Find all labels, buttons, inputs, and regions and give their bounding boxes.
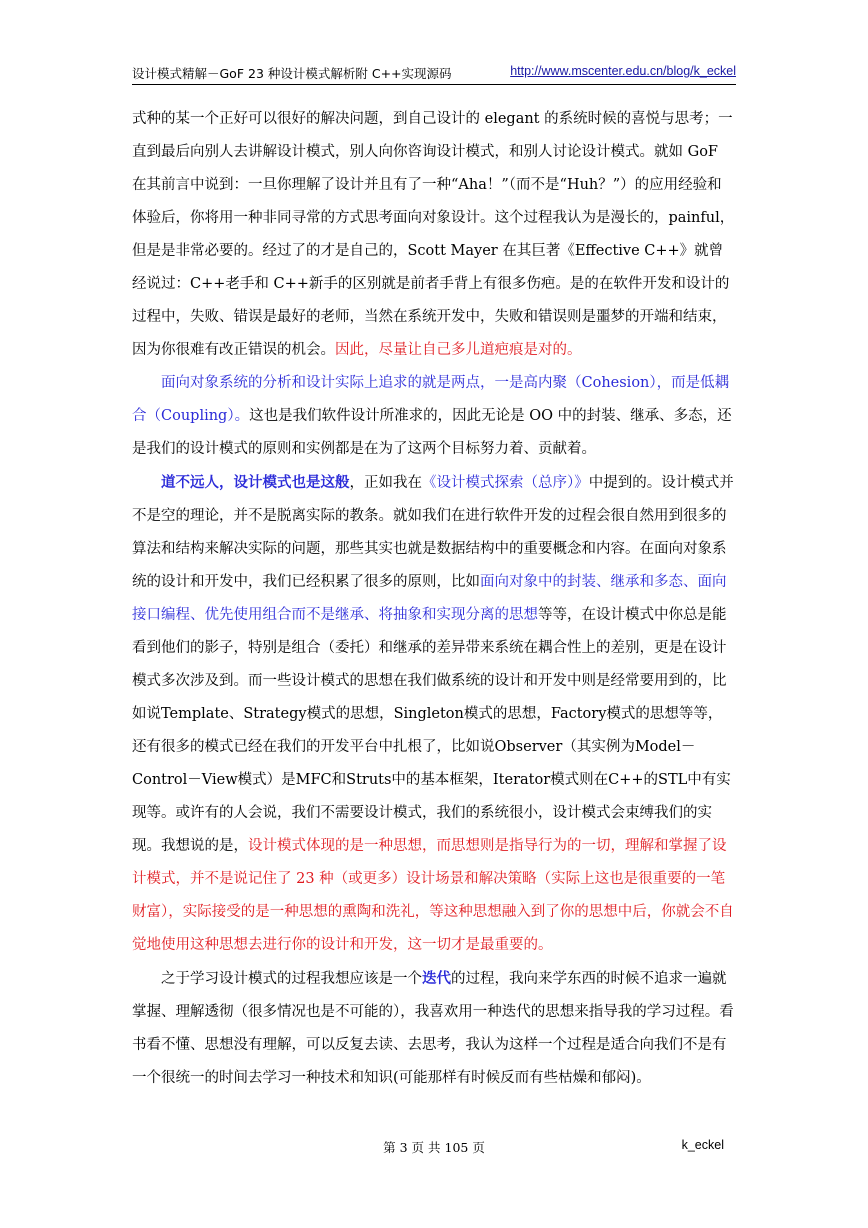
paragraph-1-highlight: 因此，尽量让自己多儿道疤痕是对的。	[335, 342, 582, 358]
paragraph-3-text-b: 中提到的。设计模式并不是空的理论，并不是脱离实际的教条。就如我们在进行软件开发的过程会很自然用到很多的算法和结构来解决实际的问题，那些其实也就是数据结构中的重要概念和内容。在面向对象系统的设计和开发中，我们已经积累了很多的原则，比如	[132, 475, 734, 590]
paragraph-3-principles: 面向对象中的封装、继承和多态、面向接口编程、优先使用组合而不是继承、将抽象和实现分离的思想	[132, 574, 727, 623]
paragraph-3-text-c: 等等，在设计模式中你总是能看到他们的影子，特别是组合（委托）和继承的差异带来系统在耦合性上的差别，更是在设计模式多次涉及到。而一些设计模式的思想在我们做系统的设计和开发中则是经常要用到的，比如说Template、Strategy模式的思想，Singleton模式的思想，Factory模式的思想等等，还有很多的模式已经在我们的开发平台中扎根了，比如说Observer（其实例为Model－Control－View模式）是MFC和Struts中的基本框架，Iterator模式则在C++的STL中有实现等。或许有的人会说，我们不需要设计模式，我们的系统很小，设计模式会束缚我们的实现。我想说的是，	[132, 607, 731, 854]
paragraph-3-bold-highlight: 道不远人，设计模式也是这般	[161, 474, 350, 491]
paragraph-3-red-highlight: 设计模式体现的是一种思想，而思想则是指导行为的一切，理解和掌握了设计模式，并不是说记住了 23 种（或更多）设计场景和解决策略（实际上这也是很重要的一笔财富），实际接受的是一种思想的熏陶和洗礼，等这种思想融入到了你的思想中后，你就会不自觉地使用这种思想去进行你的设计和开发，这一切才是最重要的。	[132, 838, 734, 953]
page-header	[132, 56, 736, 85]
paragraph-1	[132, 103, 736, 367]
page-footer	[132, 1138, 736, 1158]
page-number: 第 3 页 共 105 页	[383, 1140, 485, 1155]
paragraph-3-reference: 《设计模式探索（总序）》	[422, 475, 589, 491]
paragraph-4-text-b: 的过程，我向来学东西的时候不追求一遍就掌握、理解透彻（很多情况也是不可能的），我喜欢用一种迭代的思想来指导我的学习过程。看书看不懂、思想没有理解，可以反复去读、去思考，我认为这样一个过程是适合向我们不是有一个很统一的时间去学习一种技术和知识(可能那样有时候反而有些枯燥和郁闷)。	[132, 971, 734, 1086]
paragraph-1-text: 式种的某一个正好可以很好的解决问题，到自己设计的 elegant 的系统时候的喜悦与思考；一直到最后向别人去讲解设计模式，别人向你咨询设计模式，和别人讨论设计模式。就如 GoF 在其前言中说到：一旦你理解了设计并且有了一种“Aha！”（而不是“Huh？”）的应用经验和体验后，你将用一种非同寻常的方式思考面向对象设计。这个过程我认为是漫长的，painful，但是是非常必要的。经过了的才是自己的，Scott Mayer 在其巨著《Effective C++》就曾经说过：C++老手和 C++新手的区别就是前者手背上有很多伤疤。是的在软件开发和设计的过程中，失败、错误是最好的老师，当然在系统开发中，失败和错误则是噩梦的开端和结束，因为你很难有改正错误的机会。	[132, 111, 735, 358]
paragraph-2-highlight: 面向对象系统的分析和设计实际上追求的就是两点，一是高内聚（Cohesion），而是低耦合（Coupling）。	[132, 375, 730, 424]
paragraph-2	[132, 367, 736, 466]
paragraph-4-iteration: 迭代	[422, 970, 451, 987]
paragraph-3	[132, 466, 736, 962]
paragraph-4	[132, 962, 736, 1095]
body-text	[132, 103, 736, 1095]
paragraph-2-text: 这也是我们软件设计所准求的，因此无论是 OO 中的封装、继承、多态，还是我们的设计模式的原则和实例都是在为了这两个目标努力着、贡献着。	[132, 408, 732, 457]
paragraph-3-text-a: ，正如我在	[349, 475, 422, 491]
footer-author: k_eckel	[681, 1138, 724, 1152]
header-url-link[interactable]: http://www.mscenter.edu.cn/blog/k_eckel	[510, 64, 736, 78]
paragraph-4-text-a: 之于学习设计模式的过程我想应该是一个	[161, 971, 422, 987]
header-title: 设计模式精解－GoF 23 种设计模式解析附 C++实现源码	[132, 66, 452, 81]
